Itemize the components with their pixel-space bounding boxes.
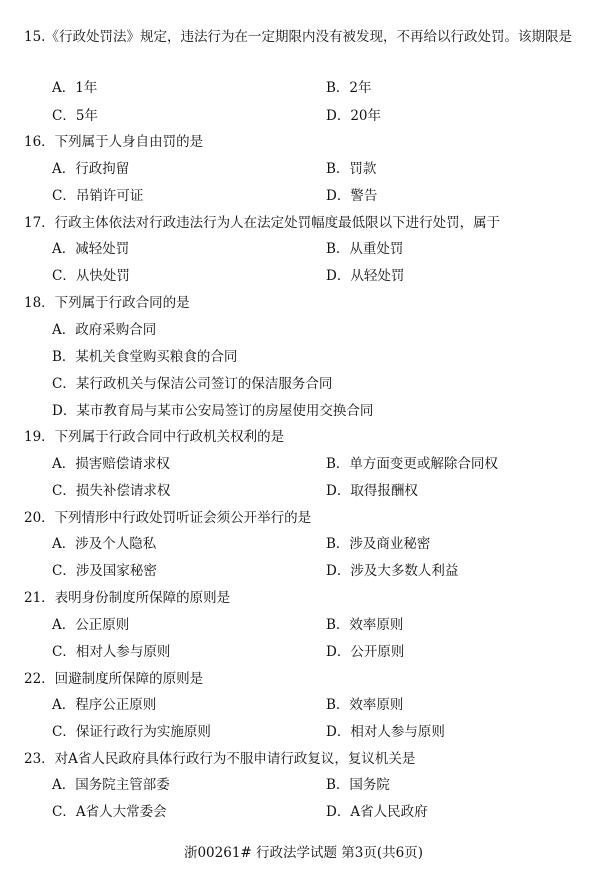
question-17-option-d: D．从轻处罚 xyxy=(326,268,405,284)
question-17-stem: 17．行政主体依法对行政违法行为人在法定处罚幅度最低限以下进行处罚，属于 xyxy=(24,215,501,231)
question-21-option-c: C．相对人参与原则 xyxy=(52,644,171,660)
page-footer: 浙00261# 行政法学试题 第3页(共6页) xyxy=(183,845,424,861)
question-20-option-d: D．涉及大多数人利益 xyxy=(326,563,459,579)
question-22-option-c: C．保证行政行为实施原则 xyxy=(52,724,211,740)
question-18-option-d: D．某市教育局与某市公安局签订的房屋使用交换合同 xyxy=(52,403,374,419)
question-21-stem: 21．表明身份制度所保障的原则是 xyxy=(24,590,231,606)
question-17-option-c: C．从快处罚 xyxy=(52,268,130,284)
question-16-stem: 16．下列属于人身自由罚的是 xyxy=(24,134,204,150)
question-18-option-c: C．某行政机关与保洁公司签订的保洁服务合同 xyxy=(52,376,333,392)
question-22-option-d: D．相对人参与原则 xyxy=(326,724,445,740)
question-20-option-a: A．涉及个人隐私 xyxy=(52,536,157,552)
question-15-stem: 15.《行政处罚法》规定，违法行为在一定期限内没有被发现，不再给以行政处罚。该期限是 xyxy=(24,29,572,45)
question-16-option-c: C．吊销许可证 xyxy=(52,188,144,204)
question-20-option-c: C．涉及国家秘密 xyxy=(52,563,157,579)
question-23-option-d: D．A省人民政府 xyxy=(326,804,428,820)
question-22-option-a: A．程序公正原则 xyxy=(52,697,157,713)
question-19-stem: 19．下列属于行政合同中行政机关权利的是 xyxy=(24,429,285,445)
question-23-option-b: B．国务院 xyxy=(326,777,390,793)
question-15-option-a: A．1年 xyxy=(52,80,98,96)
question-19-option-d: D．取得报酬权 xyxy=(326,483,418,499)
question-15-option-b: B．2年 xyxy=(326,80,372,96)
question-17-option-a: A．减轻处罚 xyxy=(52,241,130,257)
question-20-stem: 20．下列情形中行政处罚听证会须公开举行的是 xyxy=(24,510,312,526)
question-16-option-d: D．警告 xyxy=(326,188,378,204)
question-21-option-d: D．公开原则 xyxy=(326,644,405,660)
question-23-option-c: C．A省人大常委会 xyxy=(52,804,167,820)
question-21-option-b: B．效率原则 xyxy=(326,617,404,633)
question-16-option-a: A．行政拘留 xyxy=(52,161,130,177)
question-20-option-b: B．涉及商业秘密 xyxy=(326,536,431,552)
question-17-option-b: B．从重处罚 xyxy=(326,241,404,257)
question-16-option-b: B．罚款 xyxy=(326,161,377,177)
question-19-option-a: A．损害赔偿请求权 xyxy=(52,456,170,472)
question-18-option-a: A．政府采购合同 xyxy=(52,322,157,338)
question-23-stem: 23．对A省人民政府具体行政行为不服申请行政复议，复议机关是 xyxy=(24,751,416,767)
question-23-option-a: A．国务院主管部委 xyxy=(52,777,170,793)
question-18-stem: 18．下列属于行政合同的是 xyxy=(24,295,190,311)
question-22-option-b: B．效率原则 xyxy=(326,697,404,713)
question-19-option-b: B．单方面变更或解除合同权 xyxy=(326,456,498,472)
question-18-option-b: B．某机关食堂购买粮食的合同 xyxy=(52,349,238,365)
question-19-option-c: C．损失补偿请求权 xyxy=(52,483,171,499)
question-21-option-a: A．公正原则 xyxy=(52,617,130,633)
question-22-stem: 22．回避制度所保障的原则是 xyxy=(24,671,204,687)
question-15-option-c: C．5年 xyxy=(52,108,98,124)
question-15-option-d: D．20年 xyxy=(326,108,382,124)
